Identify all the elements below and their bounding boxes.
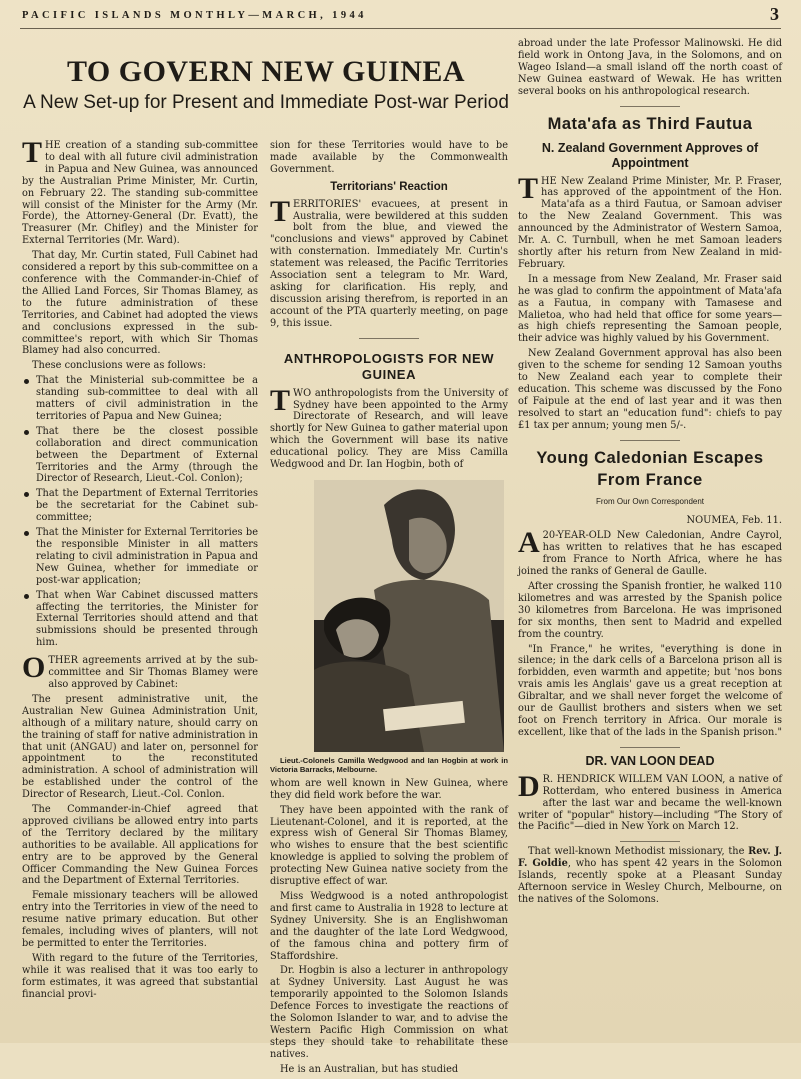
section-divider xyxy=(620,440,680,441)
article-paragraph: Dr. Hogbin is also a lecturer in anthropology at Sydney University. Last August he was temporarily appointed to the Solomon Islands Defence Forces to investigate the reactions of the Solomon Islander to war, and to advise the Western Pacific High Commission on what steps they should take to rehabilitate these natives. xyxy=(270,965,508,1060)
section-subheading: N. Zealand Government Approves of Appointment xyxy=(541,140,759,170)
article-paragraph: Miss Wedgwood is a noted anthropologist and first came to Australia in 1928 to lecture at Sydney University. She is an Englishwoman and the daughter of the late Lord Wedgwood, of the famous china and pottery firm of Staffordshire. xyxy=(270,891,508,962)
list-item: That there be the closest possible collaboration and direct communication between the Department of External Territories and the Army (through the Director of Research, Lieut.-Col. Conlon); xyxy=(22,426,258,486)
list-item: That the Department of External Territories be the secretariat for the Cabinet sub-committee; xyxy=(22,488,258,524)
article-paragraph: New Zealand Government approval has also been given to the scheme for sending 12 Samoan youths to New Zealand each year to complete their education. This scheme was discussed by the Fono of Faipule at the end of last year and it was then resolved to start an "education fund": chiefs to pay £1 tax per annum; young men 5/-. xyxy=(518,348,782,431)
column-2 xyxy=(270,140,508,1079)
section-heading: Young Caledonian Escapes From France xyxy=(536,448,764,489)
dateline: NOUMEA, Feb. 11. xyxy=(686,515,782,527)
section-heading: Mata'afa as Third Fautua xyxy=(547,114,753,133)
article-paragraph: In a message from New Zealand, Mr. Fraser said he was glad to confirm the appointment of Mata'afa as a Fautua, in company with Tamasese and Malietoa, who had held that office for some years—as high chiefs representing the Samoan people, their advice was highly valued by his Government. xyxy=(518,273,782,345)
anthropologists-photo xyxy=(314,480,504,752)
drop-cap: D xyxy=(518,769,540,803)
list-item: That the Minister for External Territories be the responsible Minister in all matters relating to civil administration in Papua and New Guinea, whether for immediate or post-war application; xyxy=(22,527,258,587)
article-paragraph: sion for these Territories would have to be made available by the Commonwealth Government. xyxy=(270,140,508,175)
paragraph-text: ERRITORIES' evacuees, at present in Australia, were bewildered at this sudden bolt from the blue, and viewed the "conclusions and views" approved by Cabinet with consternation. Immediately Mr. Curtin's statement was released, the Pacific Territories Association sent a telegram to Mr. Ward, asking for clarification. His reply, and discussion arising therefrom, is reported in an account of the PTA quarterly meeting, on page 9, this issue. xyxy=(270,198,508,329)
page-number: 3 xyxy=(770,4,779,24)
paragraph-text: 20-YEAR-OLD New Caledonian, Andre Cayrol, has written to relatives that he has escaped from France to North Africa, where he has joined the ranks of General de Gaulle. xyxy=(518,530,782,578)
paragraph-text: That well-known Methodist missionary, the xyxy=(528,846,749,858)
correspondent-line: From Our Own Correspondent xyxy=(595,496,705,506)
main-subheadline: A New Set-up for Present and Immediate Post-war Period xyxy=(23,92,509,113)
article-paragraph: That day, Mr. Curtin stated, Full Cabinet had considered a report by this sub-committee on a conference with the Commander-in-Chief of the Allied Land Forces, Sir Thomas Blamey, as to the future administration of these Territories, and Cabinet had adopted the views and conclusions expressed in the sub-committee's report, with which Sir Thomas Blamey had also concurred. xyxy=(22,250,258,357)
section-heading: Territorians' Reaction xyxy=(330,180,448,193)
photo-caption: Lieut.-Colonels Camilla Wedgwood and Ian Hogbin at work in Victoria Barracks, Melbourne. xyxy=(270,755,508,775)
article-paragraph: The Commander-in-Chief agreed that approved civilians be allowed entry into parts of the Territory declared by the military authorities to be available. All applications for entry are to be approved by the General Officer Commanding the New Guinea Forces and the Department of External Territories. xyxy=(22,804,258,887)
section-divider xyxy=(620,106,680,107)
article-paragraph: With regard to the future of the Territories, while it was realised that it was too early to form estimates, it was agreed that substantial financial provi- xyxy=(22,952,258,1000)
list-item: That when War Cabinet discussed matters affecting the territories, the Minister for External Territories should attend and that submissions should be presented through him. xyxy=(22,590,258,650)
article-paragraph: The present administrative unit, the Australian New Guinea Administration Unit, although of a military nature, should carry on the training of staff for native administration in that unit (ANGAU) and later on, personnel for appointment to the reconstituted administration. A school of administration will be established under the control of the Director of Research, Lieut.-Col. Conlon. xyxy=(22,693,258,801)
article-paragraph xyxy=(22,651,258,691)
drop-cap: O xyxy=(22,651,46,685)
section-heading: DR. VAN LOON DEAD xyxy=(585,753,715,768)
article-paragraph xyxy=(22,136,258,247)
paragraph-text: THER agreements arrived at by the sub-committee and Sir Thomas Blamey were also approved by Cabinet: xyxy=(48,655,258,690)
article-paragraph: Female missionary teachers will be allowed entry into the Territories in view of the need to resume native primary education. But other females, including wives of planters, will not be permitted to enter the Territories. xyxy=(22,890,258,949)
article-paragraph xyxy=(270,383,508,471)
article-paragraph: These conclusions were as follows: xyxy=(32,360,206,372)
column-3 xyxy=(518,38,782,909)
running-head: PACIFIC ISLANDS MONTHLY—MARCH, 1944 xyxy=(22,10,367,21)
drop-cap: T xyxy=(270,194,291,228)
paragraph-text: R. HENDRICK WILLEM VAN LOON, a native of Rotterdam, who entered business in America after the last war and became the well-known writer of "popular" history—including "The Story of the Pacific"—died in New York on March 12. xyxy=(518,773,782,833)
drop-cap: T xyxy=(270,383,291,417)
paragraph-text: HE creation of a standing sub-committee to deal with all future civil administration in Papua and New Guinea, was announced by the Australian Prime Minister, Mr. Curtin, on February 22. The standing sub-committee will consist of the Minister for the Army (Mr. Forde), the Attorney-General (Dr. Evatt), the Treasurer (Mr. Chifley) and the Minister for External Territories (Mr. Ward). xyxy=(22,140,258,247)
main-headline: TO GOVERN NEW GUINEA xyxy=(66,55,466,88)
paragraph-text: WO anthropologists from the University of Sydney have been appointed to the Army Directorate of Research, and will leave shortly for New Guinea to gather material upon which the Government will base its native educational policy. They are Miss Camilla Wedgwood and Dr. Ian Hogbin, both of xyxy=(270,387,508,471)
column-1 xyxy=(22,136,258,1004)
article-paragraph: They have been appointed with the rank of Lieutenant-Colonel, and it is reported, at the express wish of General Sir Thomas Blamey, who wishes to ensure that the best scientific knowledge is applied to solving the problem of protecting New Guinea native society from the disruptive effect of war. xyxy=(270,804,508,888)
drop-cap: A xyxy=(518,526,540,560)
header-rule xyxy=(20,28,781,29)
article-paragraph: whom are well known in New Guinea, where they did field work before the war. xyxy=(270,777,508,801)
article-paragraph xyxy=(518,846,782,906)
article-paragraph: After crossing the Spanish frontier, he walked 110 kilometres and was arrested by the Spanish police 30 kilometres from Barcelona. He was imprisoned for six months, then sent to Madrid and expelled from the country. xyxy=(518,581,782,640)
article-paragraph: "In France," he writes, "everything is done in silence; in the dark cells of a Barcelona prison all is forbidden, even warmth and appetite; but 'nos bons vrais amis les Anglais' gave us a great reception at Gibraltar, and we shall never forget the welcome of our de Gaullist brothers and sisters when we set foot on French territory in Africa. Our morale is excellent, like that of the lads in the Spanish prison." xyxy=(518,643,782,738)
drop-cap: T xyxy=(22,136,43,169)
article-paragraph xyxy=(518,526,782,578)
article-paragraph: abroad under the late Professor Malinowski. He did field work in Ontong Java, in the Solomons, and on Wageo Island—a small island off the north coast of New Guinea eastward of Wewak. He has written several books on his anthropological research. xyxy=(518,38,782,97)
section-divider xyxy=(620,841,680,842)
article-paragraph: He is an Australian, but has studied xyxy=(280,1063,459,1075)
drop-cap: T xyxy=(518,171,539,205)
person-name: Rev. J. F. Goldie xyxy=(518,846,782,870)
article-paragraph xyxy=(518,769,782,834)
section-heading: ANTHROPOLOGISTS FOR NEW GUINEA xyxy=(283,350,495,382)
article-paragraph xyxy=(270,194,508,330)
section-divider xyxy=(359,338,419,339)
paragraph-text: , who has spent 42 years in the Solomon Islands, recently spoke at a Pleasant Sunday Afternoon service in Wesley Church, Melbourne, on the natives of the Solomons. xyxy=(518,858,783,905)
article-paragraph xyxy=(518,171,782,271)
section-divider xyxy=(620,747,680,748)
conclusions-list xyxy=(22,375,258,649)
paragraph-text: HE New Zealand Prime Minister, Mr. P. Fraser, has approved of the appointment of the Hon. Mata'afa as a third Fautua, or Samoan adviser to the New Zealand Government. This was announced by the Administrator of Western Samoa, Mr. A. C. Turnbull, when he met Samoan leaders shortly after his return from New Zealand in mid-February. xyxy=(518,175,782,270)
list-item: That the Ministerial sub-committee be a standing sub-committee to deal with all matters of civil administration in the territories of Papua and New Guinea; xyxy=(22,375,258,423)
